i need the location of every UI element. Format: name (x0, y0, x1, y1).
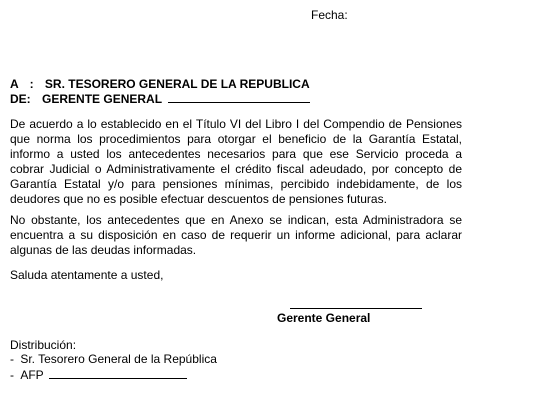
closing-salutation: Saluda atentamente a usted, (10, 268, 164, 282)
paragraph-1-line: que norma los procedimientos para otorgar el beneficio de la Garantía Estatal, (10, 132, 462, 146)
paragraph-2-line: algunas de las deudas informadas. (10, 243, 197, 257)
paragraph-1-line: deudores que no es posible efectuar descuentos de pensiones futuras. (10, 192, 387, 206)
to-prefix: A (10, 77, 19, 91)
signature-title: Gerente General (277, 311, 371, 325)
paragraph-1 (10, 117, 462, 207)
distribution-item-text: Sr. Tesorero General de la República (20, 352, 217, 366)
distribution-item-text: AFP (20, 368, 44, 382)
paragraph-2 (10, 213, 462, 258)
signature-line (290, 308, 422, 309)
distribution-bullet: - (10, 368, 14, 382)
paragraph-1-line: informo a usted los antecedentes necesarios para que ese Servicio proceda a (10, 147, 462, 161)
from-line (10, 91, 310, 107)
to-line (10, 77, 310, 92)
afp-name-blank[interactable] (49, 367, 187, 379)
from-signature-blank[interactable] (168, 91, 310, 103)
paragraph-1-line: De acuerdo a lo establecido en el Título VI del Libro I del Compendio de Pensiones (10, 117, 462, 131)
distribution-bullet: - (10, 352, 14, 366)
paragraph-2-line: No obstante, los antecedentes que en Anexo se indican, esta Administradora se (10, 213, 462, 227)
paragraph-1-line: cobrar Judicial o Administrativamente el crédito fiscal adeudado, por concepto de (10, 162, 462, 176)
to-recipient: SR. TESORERO GENERAL DE LA REPUBLICA (44, 77, 310, 91)
distribution-label: Distribución: (10, 338, 77, 352)
from-prefix: DE: (10, 92, 31, 106)
distribution-item (10, 352, 217, 367)
paragraph-2-line: encuentra a su disposición en caso de requerir un informe adicional, para aclarar (10, 228, 462, 242)
date-label: Fecha: (311, 8, 348, 22)
distribution-item (10, 367, 187, 383)
paragraph-1-line: Garantía Estatal y/o para pensiones mínimas, percibido indebidamente, de los (10, 177, 462, 191)
from-sender: GERENTE GENERAL (42, 92, 162, 106)
to-separator: : (29, 77, 34, 91)
